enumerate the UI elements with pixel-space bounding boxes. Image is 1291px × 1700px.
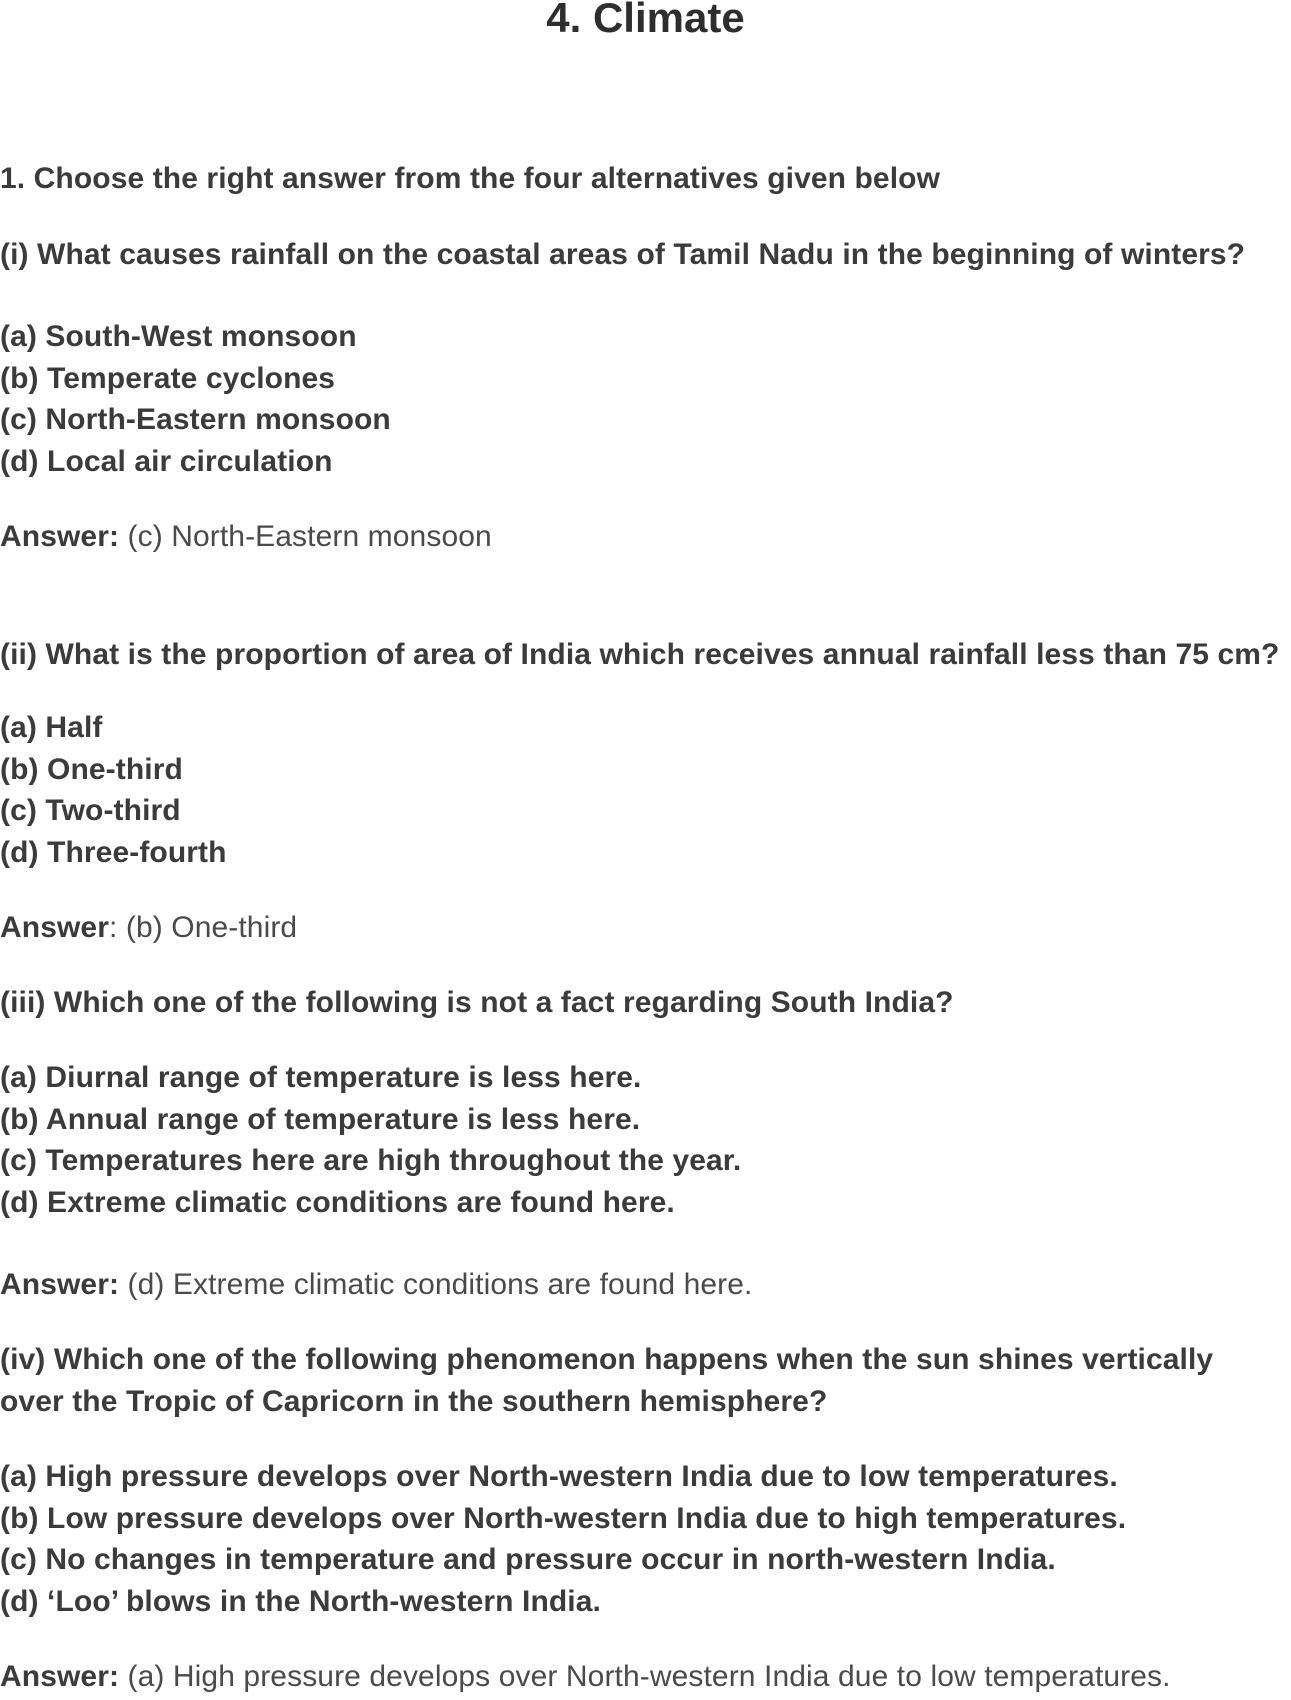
answer-text: (a) High pressure develops over North-western India due to low temperatures.	[119, 1660, 1171, 1693]
option: (c) No changes in temperature and pressure occur in north-western India.	[0, 1543, 1056, 1576]
option: (d) ‘Loo’ blows in the North-western India.	[0, 1585, 601, 1618]
question-text: over the Tropic of Capricorn in the southern hemisphere?	[0, 1385, 828, 1418]
page-title: 4. Climate	[546, 0, 745, 41]
option: (b) Annual range of temperature is less here.	[0, 1103, 641, 1136]
question-text: (i) What causes rainfall on the coastal areas of Tamil Nadu in the beginning of winters?	[0, 238, 1246, 271]
section-heading: 1. Choose the right answer from the four alternatives given below	[0, 162, 941, 195]
option: (d) Three-fourth	[0, 836, 227, 869]
option: (b) Temperate cyclones	[0, 362, 336, 395]
question-text: (ii) What is the proportion of area of India which receives annual rainfall less than 75 cm?	[0, 638, 1280, 671]
option: (a) South-West monsoon	[0, 320, 357, 353]
answer	[0, 1660, 1171, 1694]
option: (d) Local air circulation	[0, 445, 333, 478]
option: (a) High pressure develops over North-western India due to low temperatures.	[0, 1460, 1118, 1493]
option: (d) Extreme climatic conditions are found here.	[0, 1186, 675, 1219]
option: (a) Diurnal range of temperature is less here.	[0, 1061, 642, 1094]
option: (b) One-third	[0, 753, 183, 786]
answer-label: Answer:	[0, 1268, 120, 1301]
option: (c) Two-third	[0, 794, 181, 827]
answer-label: Answer:	[0, 1660, 120, 1693]
answer-text: (c) North-Eastern monsoon	[119, 520, 492, 553]
answer	[0, 520, 492, 554]
question-text: (iv) Which one of the following phenomenon happens when the sun shines vertically	[0, 1343, 1214, 1376]
answer-label: Answer	[0, 911, 109, 944]
option: (c) North-Eastern monsoon	[0, 403, 391, 436]
option: (c) Temperatures here are high throughout the year.	[0, 1144, 742, 1177]
question-text: (iii) Which one of the following is not a fact regarding South India?	[0, 986, 954, 1019]
answer-label: Answer:	[0, 520, 120, 553]
option: (b) Low pressure develops over North-western India due to high temperatures.	[0, 1502, 1127, 1535]
answer-text: (d) Extreme climatic conditions are found here.	[119, 1268, 753, 1301]
option: (a) Half	[0, 711, 103, 744]
answer-text: : (b) One-third	[108, 911, 298, 944]
answer	[0, 1268, 752, 1302]
answer	[0, 911, 297, 945]
